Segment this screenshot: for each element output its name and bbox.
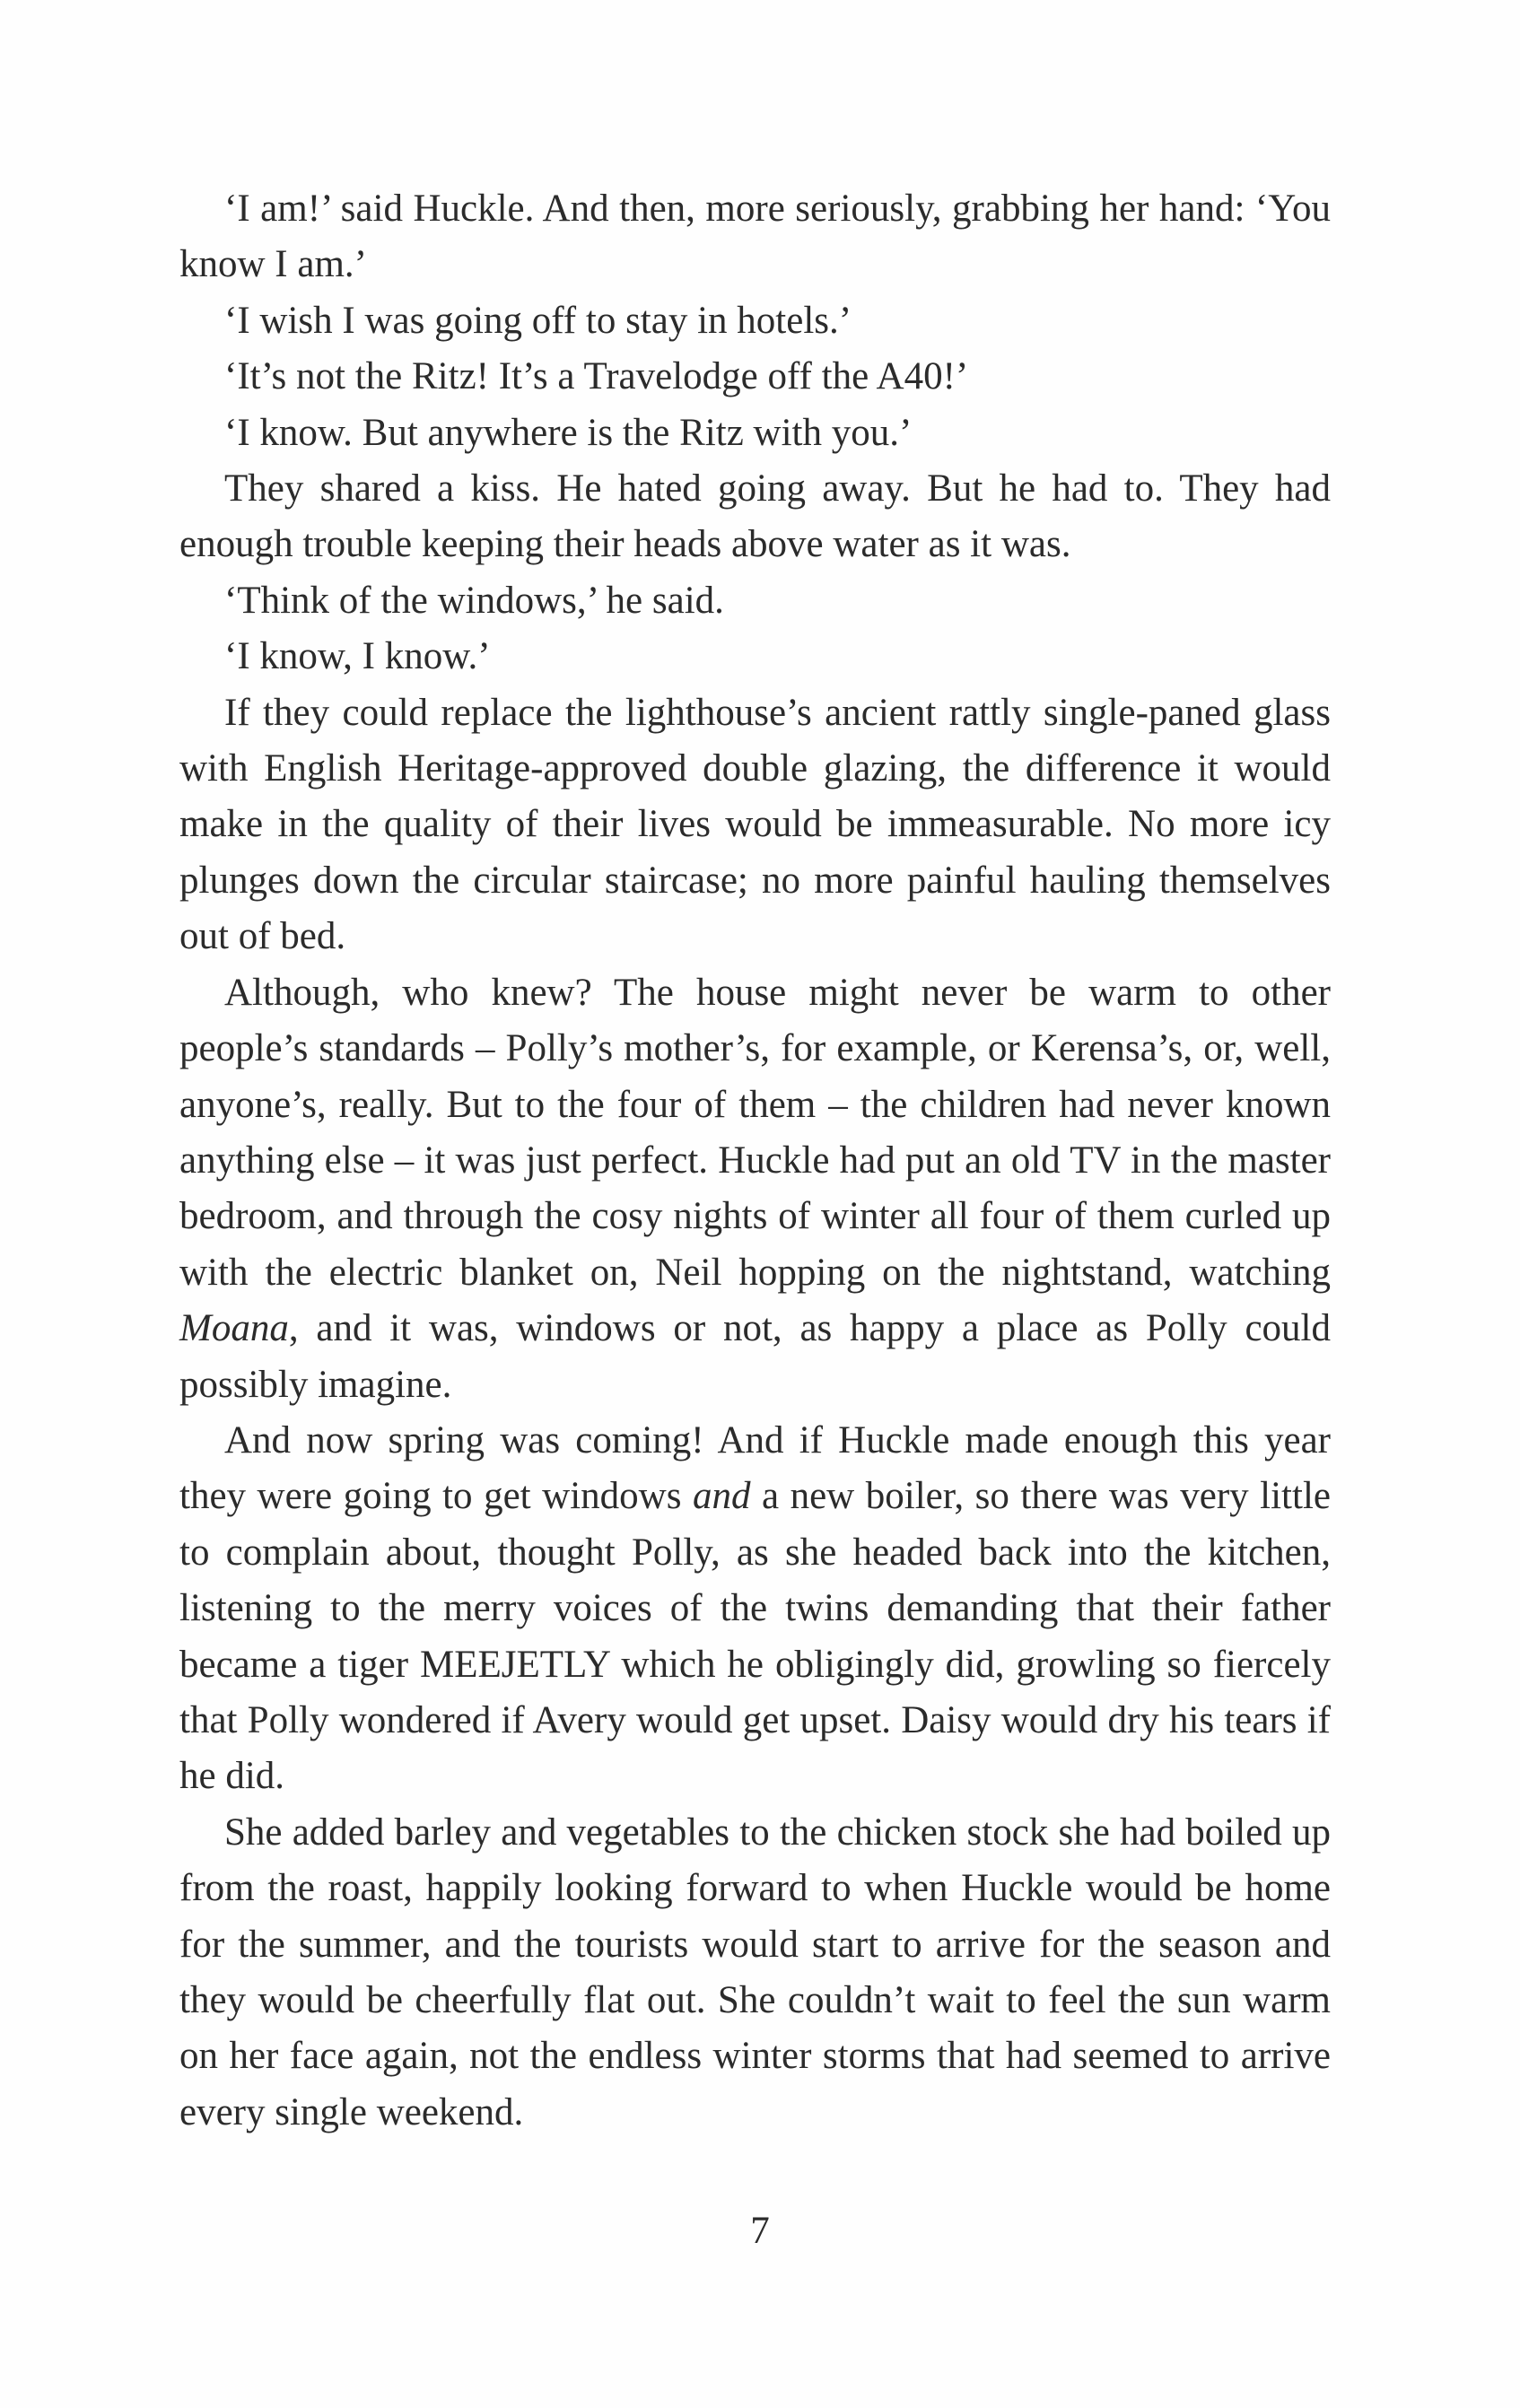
paragraph xyxy=(179,181,1331,293)
paragraph-text: If they could replace the lighthouse’s ancient rattly single-paned glass with English Heritage-approved double glazing, the difference it would make in the quality of their lives would be immeasurable. No more icy plunges down the circular staircase; no more painful hauling themselves out of bed. xyxy=(179,691,1331,958)
paragraph-text: ‘It’s not the Ritz! It’s a Travelodge off the A40!’ xyxy=(224,355,969,398)
paragraph xyxy=(179,349,1331,405)
paragraph-text: ‘I am!’ said Huckle. And then, more seriously, grabbing her hand: ‘You know I am.’ xyxy=(179,188,1331,286)
paragraph xyxy=(179,965,1331,1413)
paragraph-text: ‘I know, I know.’ xyxy=(224,635,491,678)
page-number: 7 xyxy=(750,2210,770,2252)
paragraph-text: a new boiler, so there was very little to complain about, thought Polly, as she headed back into the kitchen, listening to the merry voices of the twins demanding that their father became a tiger MEEJETLY which he obligingly did, growling so fiercely that Polly wondered if Avery would get upset. Daisy would dry his tears if he did. xyxy=(179,1475,1331,1798)
paragraph xyxy=(179,461,1331,573)
italic-title: Moana xyxy=(179,1307,289,1350)
paragraph xyxy=(179,629,1331,685)
paragraph xyxy=(179,293,1331,349)
body-text xyxy=(179,181,1331,2141)
paragraph-text: They shared a kiss. He hated going away. But he had to. They had enough trouble keeping their heads above water as it was. xyxy=(179,467,1331,566)
paragraph xyxy=(179,1805,1331,2141)
paragraph xyxy=(179,1413,1331,1805)
italic-emphasis: and xyxy=(692,1475,751,1518)
paragraph-text: Although, who knew? The house might never be warm to other people’s standards – Polly’s mother’s, for example, or Kerensa’s, or, well, anyone’s, really. But to the four of them – the children had never known anything else – it was just perfect. Huckle had put an old TV in the master bedroom, and through the cosy nights of winter all four of them curled up with the electric blanket on, Neil hopping on the nightstand, watching xyxy=(179,971,1331,1294)
paragraph xyxy=(179,573,1331,629)
paragraph-text: She added barley and vegetables to the chicken stock she had boiled up from the roast, happily looking forward to when Huckle would be home for the summer, and the tourists would start to arrive for the season and they would be cheerfully flat out. She couldn’t wait to feel the sun warm on her face again, not the endless winter storms that had seemed to arrive every single weekend. xyxy=(179,1810,1331,2133)
paragraph-text: ‘Think of the windows,’ he said. xyxy=(224,579,724,622)
paragraph xyxy=(179,685,1331,965)
paragraph-text: ‘I know. But anywhere is the Ritz with you.’ xyxy=(224,411,913,454)
paragraph-text: , and it was, windows or not, as happy a place as Polly could possibly imagine. xyxy=(179,1307,1331,1406)
paragraph xyxy=(179,406,1331,461)
paragraph-text: ‘I wish I was going off to stay in hotels.’ xyxy=(224,299,852,342)
paragraph-text: And now spring was coming! And if Huckle made enough this year they were going to get windows xyxy=(179,1418,1331,1518)
